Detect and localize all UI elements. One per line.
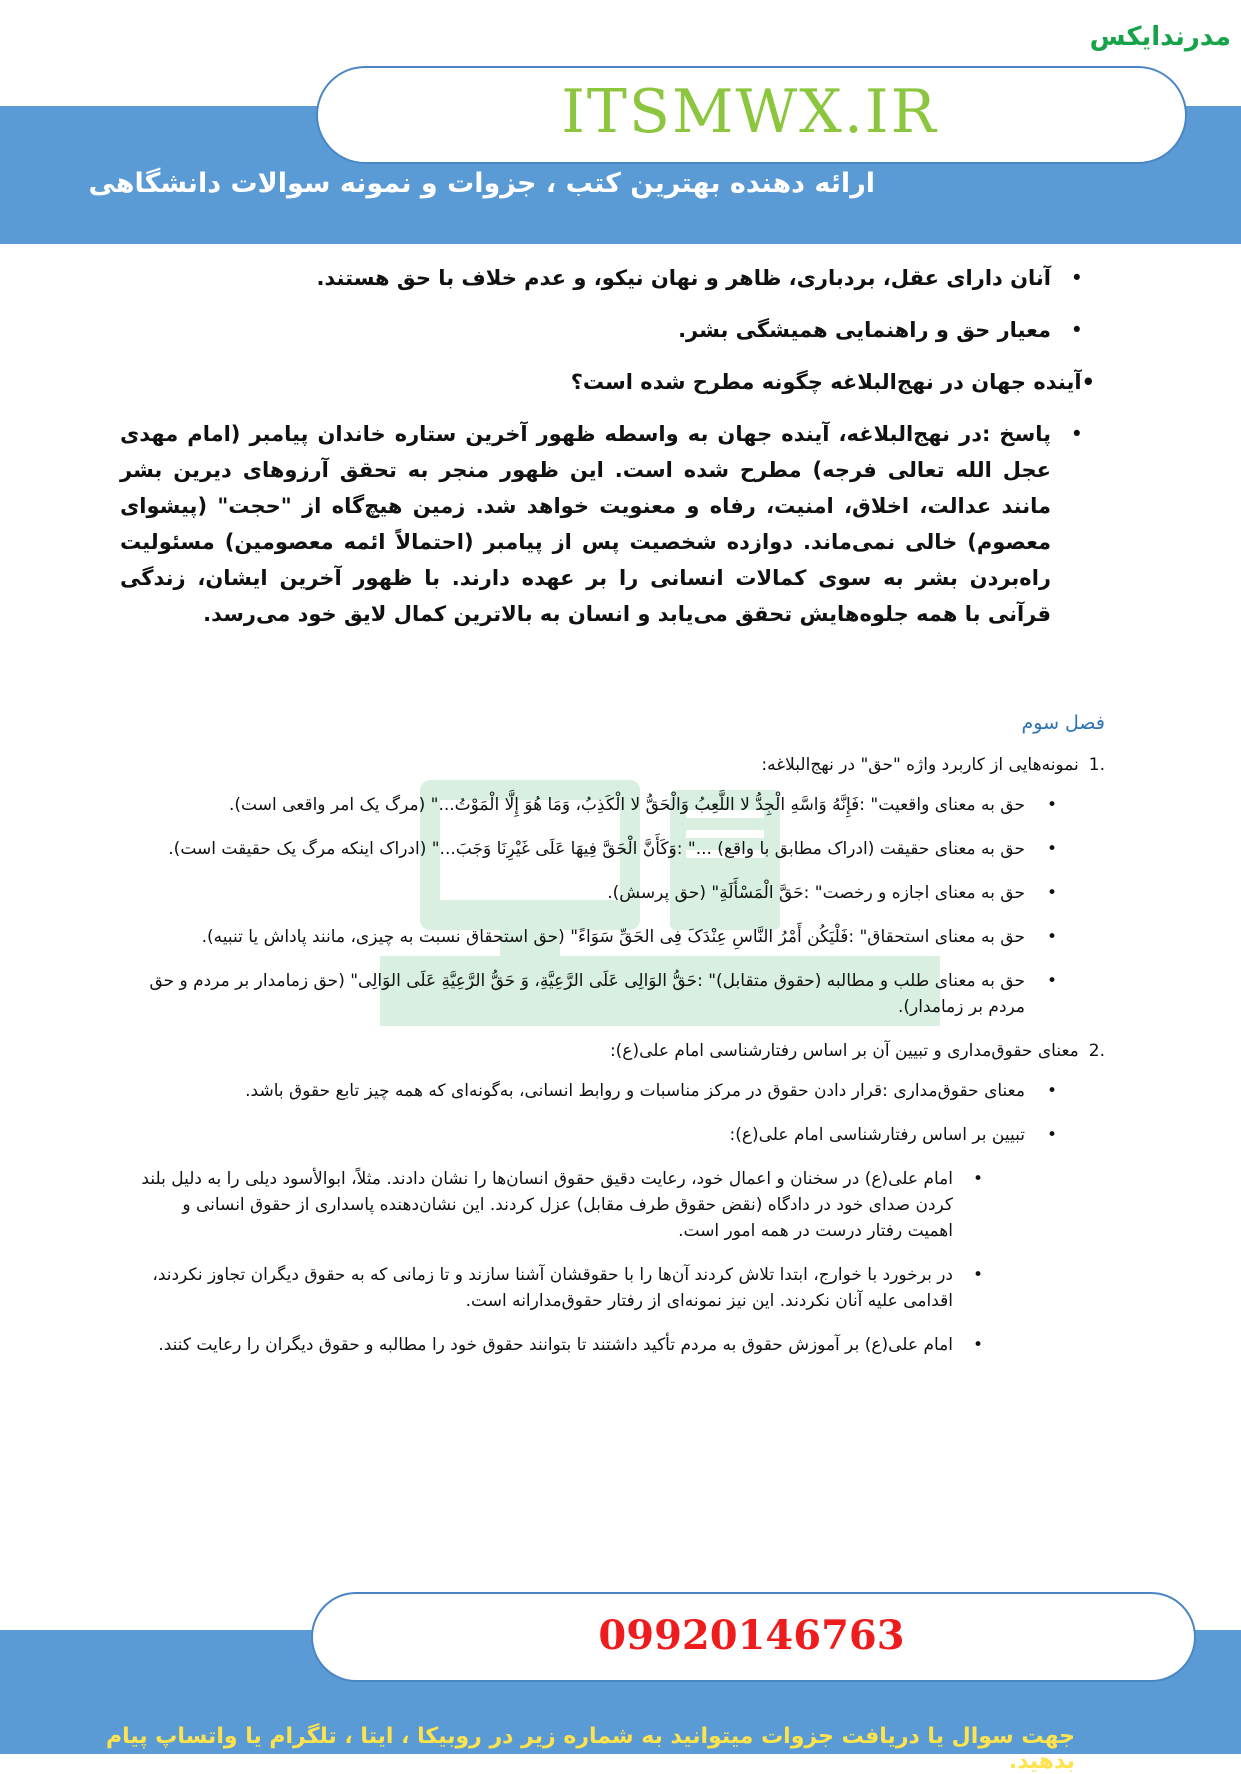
section-2-heading	[100, 1038, 1105, 1064]
section-1-heading	[100, 752, 1105, 778]
list-item: • تبیین بر اساس رفتارشناسی امام علی(ع):	[140, 1122, 1025, 1148]
section-title: معنای حقوق‌مداری و تبیین آن بر اساس رفتارشناسی امام علی(ع):	[609, 1041, 1079, 1061]
question-heading: •آینده جهان در نهج‌البلاغه چگونه مطرح شده است؟	[570, 370, 1095, 394]
contact-phone[interactable]: 09920146763	[598, 1612, 905, 1659]
list-item: • حق به معنای واقعیت" :فَإِنَّهُ وَاسَّهِ الْجِدُّ لا اللَّعِبُ وَالْحَقُّ لا الْکَذِبُ، وَمَا هُوَ إِلَّا الْمَوْتُ..." (مرگ یک امر واقعی است).	[140, 792, 1025, 818]
answer-paragraph: • پاسخ :در نهج‌البلاغه، آینده جهان به واسطه ظهور آخرین ستاره خاندان پیامبر (امام مهدی عجل الله تعالی فرجه) مطرح شده است. این ظهور منجر به تحقق آرزوهای دیرین بشر مانند عدالت، اخلاق، امنیت، رفاه و معنویت خواهد شد. زمین هیچ‌گاه از "حجت" (پیشوای معصوم) خالی نمی‌ماند. دوازده شخصیت پس از پیامبر (احتمالاً ائمه معصومین) مسئولیت راه‌بردن بشر به سوی کمالات انسانی را بر عهده دارند. با ظهور آخرین ایشان، زندگی قرآنی با همه جلوه‌هایش تحقق می‌یابد و انسان به بالاترین کمال لایق خود می‌رسد.	[120, 416, 1051, 632]
list-item: • حق به معنای استحقاق" :فَلْیَکُن أَمْرُ النَّاسِ عِنْدَکَ فِی الحَقِّ سَوَاءً" (حق استحقاق نسبت به چیزی، مانند پاداش یا تنبیه).	[140, 924, 1025, 950]
chapter-title: فصل سوم	[1021, 712, 1105, 734]
list-item: • امام علی(ع) در سخنان و اعمال خود، رعایت دقیق حقوق انسان‌ها را نشان دادند. مثلاً، ابوالأسود دیلی را به دلیل بلند کردن صدای خود در دادگاه (نقض حقوق طرف مقابل) عزل کردند. این نشان‌دهنده پاسداری از حقوق انسانی و اهمیت رفتار درست در همه امور است.	[140, 1166, 953, 1244]
header-tagline: ارائه دهنده بهترین کتب ، جزوات و نمونه سوالات دانشگاهی	[88, 168, 875, 199]
list-item: • معیار حق و راهنمایی همیشگی بشر.	[100, 314, 1051, 346]
list-item: • حق به معنای اجازه و رخصت" :حَقَّ الْمَسْأَلَةِ" (حق پرسش).	[140, 880, 1025, 906]
list-item: • در برخورد با خوارج، ابتدا تلاش کردند آن‌ها را با حقوقشان آشنا سازند و تا زمانی که به حقوق دیگران تجاوز نکردند، اقدامی علیه آنان نکردند. این نیز نمونه‌ای از رفتار حقوق‌مدارانه است.	[140, 1262, 953, 1314]
section-title: نمونه‌هایی از کاربرد واژه "حق" در نهج‌البلاغه:	[761, 755, 1079, 775]
top-bullet-list	[100, 262, 1105, 346]
list-item: • امام علی(ع) بر آموزش حقوق به مردم تأکید داشتند تا بتوانند حقوق خود را مطالبه و حقوق دیگران را رعایت کنند.	[140, 1332, 953, 1358]
footer-contact-text: جهت سوال یا دریافت جزوات میتوانید به شماره زیر در روبیکا ، ایتا ، تلگرام یا واتساپ پیام بدهید.	[106, 1724, 1075, 1774]
question-text: آینده جهان در نهج‌البلاغه چگونه مطرح شده است؟	[570, 370, 1082, 394]
brand-name: مدرندایکس	[1089, 22, 1231, 52]
document-body	[100, 262, 1105, 1376]
section-1-list	[100, 792, 1105, 1020]
section-number: .1	[1088, 755, 1105, 775]
section-2-list	[100, 1078, 1105, 1148]
section-2-sub-list	[100, 1166, 1105, 1358]
site-url[interactable]: ITSMWX.IR	[561, 77, 938, 147]
list-item: • حق به معنای حقیقت (ادراک مطابق با واقع) ..." :وَکَأَنَّ الْحَقَّ فِیهَا عَلَی غَیْرِنَا وَجَبَ..." (ادراک اینکه مرگ یک حقیقت است).	[140, 836, 1025, 862]
list-item: • معنای حقوق‌مداری :قرار دادن حقوق در مرکز مناسبات و روابط انسانی، به‌گونه‌ای که همه چیز تابع حقوق باشد.	[140, 1078, 1025, 1104]
list-item: • حق به معنای طلب و مطالبه (حقوق متقابل)" :حَقُّ الوَالِی عَلَی الرَّعِیَّةِ، وَ حَقُّ الرَّعِیَّةِ عَلَی الوَالِی" (حق زمامدار بر مردم و حق مردم بر زمامدار).	[140, 968, 1025, 1020]
section-number: .2	[1088, 1041, 1105, 1061]
list-item: • آنان دارای عقل، بردباری، ظاهر و نهان نیکو، و عدم خلاف با حق هستند.	[100, 262, 1051, 294]
